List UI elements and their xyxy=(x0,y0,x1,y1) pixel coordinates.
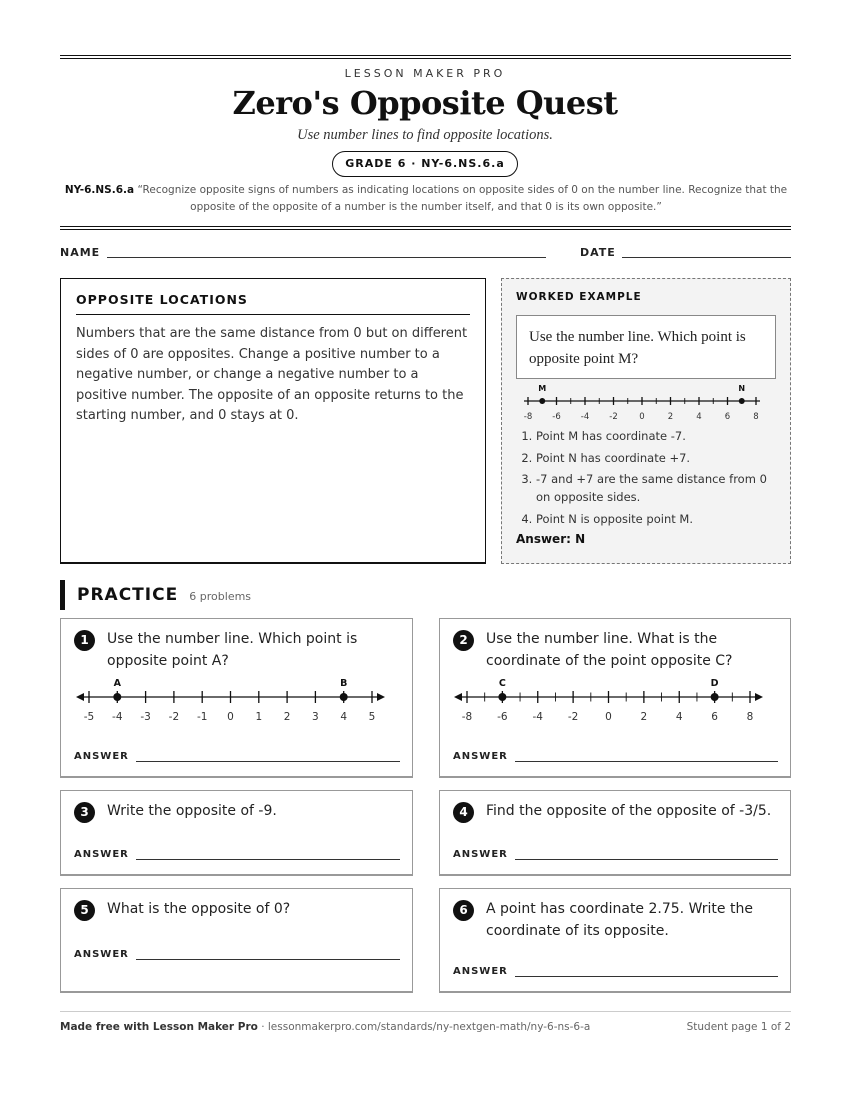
problem-question: What is the opposite of 0? xyxy=(107,901,291,917)
point-marker xyxy=(739,398,745,404)
problem-question: Use the number line. What is the coordinate of the point opposite C? xyxy=(486,631,733,669)
problem-question: Use the number line. Which point is opposite point A? xyxy=(107,631,358,669)
tick-label: -2 xyxy=(609,412,618,422)
tick-label: 0 xyxy=(227,711,234,723)
left-arrow-icon xyxy=(76,693,84,701)
problem-card-3 xyxy=(60,790,413,876)
answer-label: ANSWER xyxy=(74,949,129,960)
problem-question: Write the opposite of -9. xyxy=(107,803,277,819)
header-bottom-rule xyxy=(60,226,791,230)
name-label: NAME xyxy=(60,246,101,259)
tick-label: 2 xyxy=(640,711,648,723)
point-label: A xyxy=(113,679,121,689)
tick-label: -1 xyxy=(196,711,208,723)
problem-card-6 xyxy=(439,888,791,993)
standard-statement xyxy=(64,182,788,216)
worked-example-step: 1. Point M has coordinate -7. xyxy=(536,427,776,445)
tick-label: -8 xyxy=(461,711,473,723)
answer-row xyxy=(453,965,778,979)
problem-number: 3 xyxy=(74,802,95,823)
answer-field[interactable] xyxy=(136,959,400,960)
answer-row xyxy=(453,750,778,764)
worked-example-heading: WORKED EXAMPLE xyxy=(516,291,642,303)
answer-row xyxy=(74,848,400,862)
tick-label: 6 xyxy=(711,711,718,723)
point-label: B xyxy=(340,679,348,689)
tick-label: 1 xyxy=(255,711,263,723)
problem-question: Find the opposite of the opposite of -3/5. xyxy=(486,803,772,819)
grade-badge: GRADE 6 · NY-6.NS.6.a xyxy=(332,151,518,177)
worked-example-question: Use the number line. Which point is opposite point M? xyxy=(516,315,776,379)
answer-label: ANSWER xyxy=(453,966,508,977)
tick-label: -2 xyxy=(168,711,180,723)
answer-field[interactable] xyxy=(515,976,778,977)
point-label: M xyxy=(538,384,547,393)
left-arrow-icon xyxy=(454,693,462,701)
answer-field[interactable] xyxy=(136,859,400,860)
answer-field[interactable] xyxy=(136,761,400,762)
standard-text: “Recognize opposite signs of numbers as indicating locations on opposite sides of 0 on the number line. Recognize that the opposite of the opposite of a number is the number itself, and that 0 is its own opposite.” xyxy=(137,184,788,213)
tick-label: 6 xyxy=(724,412,731,422)
problem-card-2 xyxy=(439,618,791,778)
tick-label: 8 xyxy=(753,412,759,422)
point-marker xyxy=(498,693,506,701)
worked-example-step: 4. Point N is opposite point M. xyxy=(536,510,776,528)
problem-card-1 xyxy=(60,618,413,778)
brand-label: LESSON MAKER PRO xyxy=(344,67,506,80)
name-date-row xyxy=(60,246,791,262)
problem-question: A point has coordinate 2.75. Write the coordinate of its opposite. xyxy=(486,901,753,939)
tick-label: -4 xyxy=(580,412,590,422)
header-top-rule xyxy=(60,55,791,59)
worked-example-step: 3. -7 and +7 are the same distance from 0 on opposite sides. xyxy=(536,470,776,506)
answer-field[interactable] xyxy=(515,761,778,762)
tick-label: -4 xyxy=(532,711,543,723)
problem-number: 2 xyxy=(453,630,474,651)
answer-row xyxy=(74,750,400,764)
problem-number: 5 xyxy=(74,900,95,921)
date-label: DATE xyxy=(580,246,616,259)
point-label: N xyxy=(738,384,746,393)
answer-field[interactable] xyxy=(515,859,778,860)
footer-made-with: Made free with Lesson Maker Pro xyxy=(60,1021,258,1033)
tick-label: -5 xyxy=(83,711,95,723)
answer-label: ANSWER xyxy=(74,849,129,860)
standard-code: NY-6.NS.6.a xyxy=(64,184,135,196)
worked-example-number-line xyxy=(516,382,776,426)
answer-row xyxy=(453,848,778,862)
point-marker xyxy=(340,693,348,701)
worked-example-step: 2. Point N has coordinate +7. xyxy=(536,449,776,467)
problem-card-5 xyxy=(60,888,413,993)
answer-label: ANSWER xyxy=(453,751,508,762)
point-label: C xyxy=(498,679,506,689)
point-label: D xyxy=(710,679,719,689)
tick-label: 4 xyxy=(340,711,348,723)
tick-label: 5 xyxy=(368,711,376,723)
practice-heading xyxy=(60,580,251,610)
answer-row xyxy=(74,948,400,962)
problem-2-number-line xyxy=(452,679,778,727)
tick-label: 4 xyxy=(675,711,683,723)
page-subtitle: Use number lines to find opposite locations. xyxy=(297,127,553,143)
problem-number: 6 xyxy=(453,900,474,921)
problem-1-number-line xyxy=(73,679,399,727)
tick-label: -6 xyxy=(497,711,508,723)
tick-label: 2 xyxy=(283,711,291,723)
point-marker xyxy=(113,693,121,701)
name-field[interactable] xyxy=(107,257,546,258)
tick-label: 4 xyxy=(696,412,702,422)
answer-label: ANSWER xyxy=(453,849,508,860)
page-footer xyxy=(60,1011,791,1033)
page-title: Zero's Opposite Quest xyxy=(232,84,618,122)
point-marker xyxy=(711,693,719,701)
worked-example-box xyxy=(501,278,791,564)
footer-url[interactable]: · lessonmakerpro.com/standards/ny-nextgen-math/ny-6-ns-6-a xyxy=(257,1021,591,1033)
problem-card-4 xyxy=(439,790,791,876)
tick-label: 0 xyxy=(605,711,612,723)
tick-label: -3 xyxy=(140,711,151,723)
point-marker xyxy=(539,398,545,404)
problem-number: 4 xyxy=(453,802,474,823)
right-arrow-icon xyxy=(377,693,385,701)
tick-label: -8 xyxy=(523,412,533,422)
answer-label: ANSWER xyxy=(74,751,129,762)
tick-label: 0 xyxy=(639,412,645,422)
date-field[interactable] xyxy=(622,257,791,258)
tick-label: -4 xyxy=(112,711,123,723)
concept-body: Numbers that are the same distance from 0 but on different sides of 0 are opposites. Change a positive number to a negative number, or change a negative number to a positive number. The opposite of an opposite returns to the starting number, and 0 stays at 0. xyxy=(76,326,468,423)
concept-heading: OPPOSITE LOCATIONS xyxy=(76,292,470,315)
worked-example-answer: Answer: N xyxy=(516,531,586,546)
tick-label: -2 xyxy=(567,711,579,723)
problem-number: 1 xyxy=(74,630,95,651)
practice-count: 6 problems xyxy=(189,590,252,603)
right-arrow-icon xyxy=(755,693,763,701)
tick-label: 8 xyxy=(746,711,754,723)
tick-label: 2 xyxy=(667,412,674,422)
tick-label: -6 xyxy=(552,412,561,422)
practice-title: PRACTICE xyxy=(77,585,179,605)
footer-page-number: Student page 1 of 2 xyxy=(686,1021,791,1033)
tick-label: 3 xyxy=(312,711,319,723)
concept-box xyxy=(60,278,486,564)
worked-example-steps xyxy=(516,427,776,528)
